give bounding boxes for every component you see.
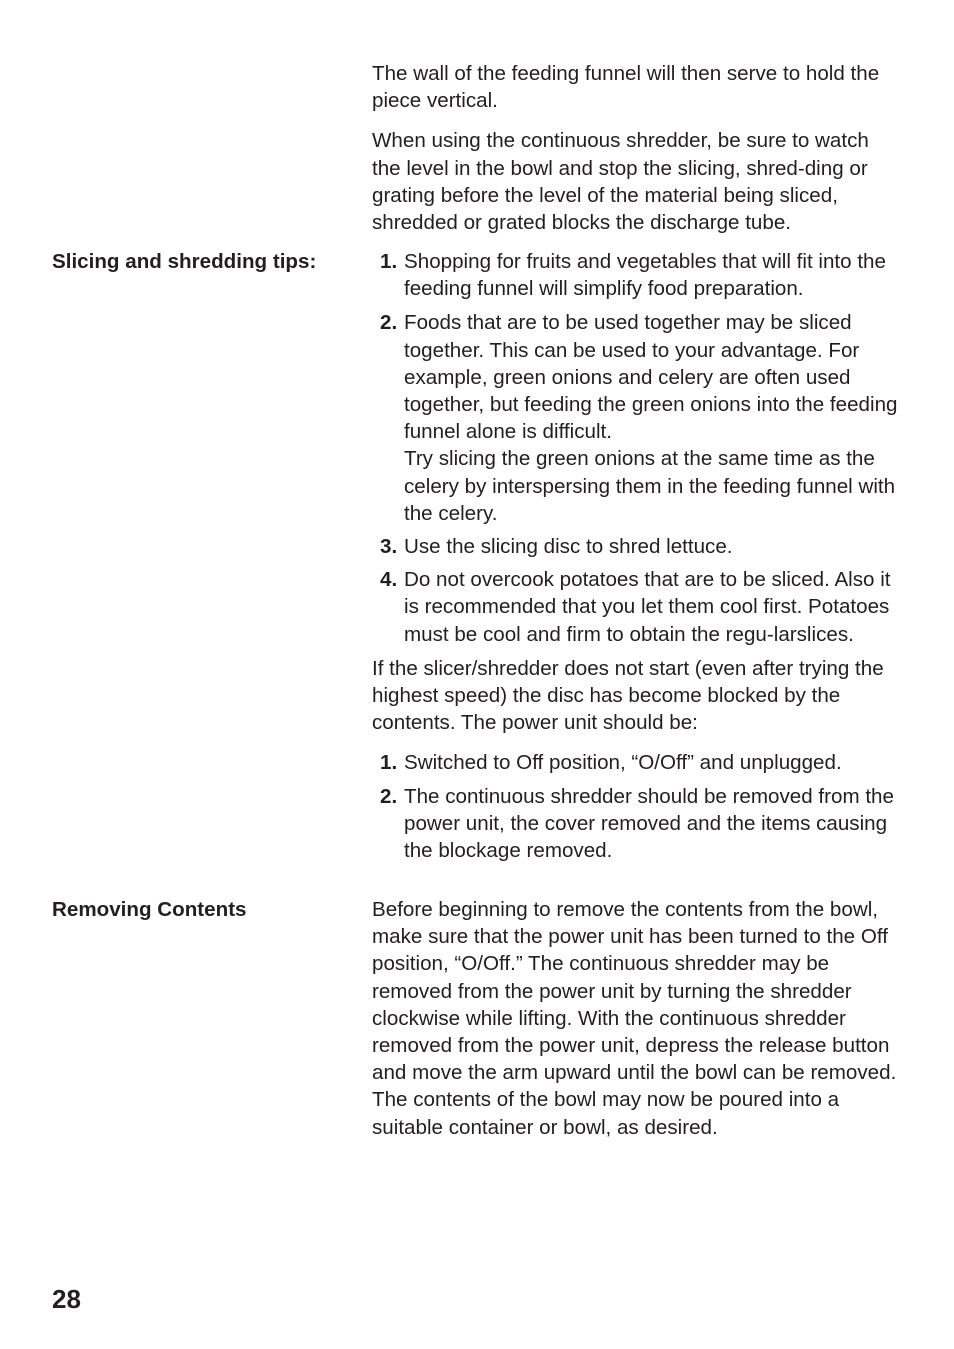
list-item-text: The continuous shredder should be removed from the power unit, the cover removed and the items causing the blockage removed. (404, 784, 894, 863)
page-number: 28 (52, 1284, 81, 1314)
removing-contents-section (372, 896, 902, 1141)
list-item (372, 533, 902, 560)
slicing-tips-list (372, 248, 902, 648)
list-item-text: Use the slicing disc to shred lettuce. (404, 535, 733, 559)
list-item-number: 2. (380, 311, 398, 335)
list-item (372, 749, 902, 776)
list-item-number: 3. (380, 535, 398, 559)
intro-paragraph-1: The wall of the feeding funnel will then serve to hold the piece vertical. (372, 62, 880, 113)
intro-section (372, 60, 902, 236)
list-item-number: 4. (380, 568, 398, 592)
list-item (372, 248, 902, 302)
list-item (372, 783, 902, 865)
slicing-tips-heading: Slicing and shredding tips: (52, 250, 317, 273)
list-item-number: 2. (380, 784, 398, 808)
removing-contents-paragraph: Before beginning to remove the contents from the bowl, make sure that the power unit has been turned to the Off position, “O/Off.” The continuous shredder may be removed from the power unit by turning the shredder clockwise while lifting. With the continuous shredder removed from the power unit, depress the release button and move the arm upward until the bowl can be removed. The contents of the bowl may now be poured into a suitable container or bowl, as desired. (372, 898, 897, 1139)
list-item-number: 1. (380, 250, 398, 273)
blocked-disc-paragraph: If the slicer/shredder does not start (even after trying the highest speed) the disc has become blocked by the contents. The power unit should be: (372, 656, 884, 735)
list-item-number: 1. (380, 751, 398, 775)
removing-contents-heading: Removing Contents (52, 898, 247, 921)
list-item-text: Do not overcook potatoes that are to be sliced. Also it is recommended that you let them cool first. Potatoes must be cool and firm to obtain the regu-larslices. (404, 568, 891, 646)
list-item-text-continued: Try slicing the green onions at the same time as the celery by interspersing them in the feeding funnel with the celery. (404, 447, 896, 525)
list-item-text: Shopping for fruits and vegetables that will fit into the feeding funnel will simplify food preparation. (404, 250, 886, 301)
list-item-text: Switched to Off position, “O/Off” and unplugged. (404, 751, 842, 775)
list-item-text: Foods that are to be used together may be sliced together. This can be used to your advantage. For example, green onions and celery are often used together, but feeding the green onions into the feeding funnel alone is difficult. (404, 311, 898, 444)
list-item (372, 309, 902, 527)
blocked-steps-list (372, 749, 902, 864)
slicing-tips-section (372, 248, 902, 864)
list-item (372, 566, 902, 648)
intro-paragraph-2: When using the continuous shredder, be sure to watch the level in the bowl and stop the slicing, shred-ding or grating before the level of the material being sliced, shredded or grated blocks the discharge tube. (372, 129, 869, 235)
